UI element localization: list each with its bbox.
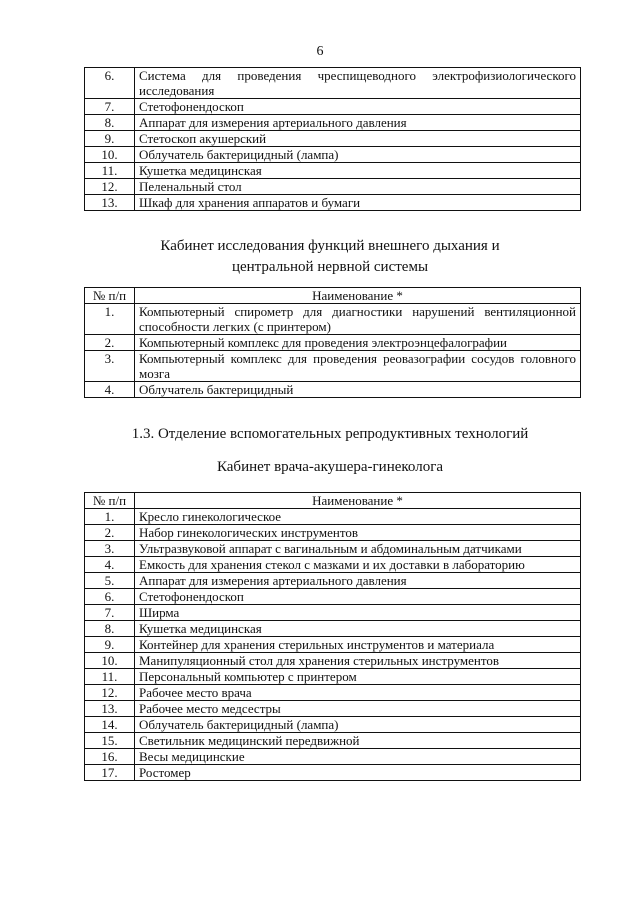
row-name: Манипуляционный стол для хранения стерильных инструментов [135,653,581,669]
row-number: 11. [85,669,135,685]
table-body [85,68,581,211]
section-heading-gynecologist: Кабинет врача-акушера-гинеколога [216,459,444,475]
row-name: Облучатель бактерицидный (лампа) [135,717,581,733]
row-number: 10. [85,147,135,163]
table-row [85,335,581,351]
table-row [85,717,581,733]
column-header-name: Наименование * [135,288,581,304]
table-row [85,351,581,382]
table-body [85,304,581,398]
row-number: 12. [85,685,135,701]
row-number: 16. [85,749,135,765]
page-number: 6 [316,44,324,59]
row-name: Контейнер для хранения стерильных инструментов и материала [135,637,581,653]
section-heading-reproductive: 1.3. Отделение вспомогательных репродуктивных технологий [131,426,529,442]
column-header-number: № п/п [85,288,135,304]
row-number: 10. [85,653,135,669]
table-row [85,701,581,717]
row-number: 6. [85,68,135,99]
table-row [85,573,581,589]
row-name: Кушетка медицинская [135,163,581,179]
row-name: Кушетка медицинская [135,621,581,637]
row-number: 3. [85,541,135,557]
table-row [85,669,581,685]
row-number: 8. [85,115,135,131]
row-name: Рабочее место медсестры [135,701,581,717]
row-name: Шкаф для хранения аппаратов и бумаги [135,195,581,211]
heading-line: центральной нервной системы [231,259,429,275]
equipment-table-gynecologist [84,492,581,781]
row-name: Стетоскоп акушерский [135,131,581,147]
row-name: Компьютерный комплекс для проведения электроэнцефалографии [135,335,581,351]
row-number: 1. [85,304,135,335]
equipment-table-continued [84,67,581,211]
row-name: Набор гинекологических инструментов [135,525,581,541]
table-row [85,541,581,557]
row-number: 9. [85,637,135,653]
table-row [85,589,581,605]
row-name: Аппарат для измерения артериального давления [135,573,581,589]
table-row [85,749,581,765]
row-name: Светильник медицинский передвижной [135,733,581,749]
row-name: Аппарат для измерения артериального давления [135,115,581,131]
row-number: 2. [85,525,135,541]
row-name: Рабочее место врача [135,685,581,701]
row-number: 4. [85,382,135,398]
row-number: 8. [85,621,135,637]
row-name: Компьютерный спирометр для диагностики нарушений вентиляционной способности легких (с принтером) [135,304,581,335]
row-name: Ростомер [135,765,581,781]
equipment-table-breathing [84,287,581,398]
row-number: 14. [85,717,135,733]
table-row [85,525,581,541]
row-number: 2. [85,335,135,351]
table-row [85,557,581,573]
row-number: 3. [85,351,135,382]
table-row [85,733,581,749]
table-row [85,621,581,637]
table-row [85,304,581,335]
row-name: Стетофонендоскоп [135,99,581,115]
row-name: Система для проведения чреспищеводного электрофизиологического исследования [135,68,581,99]
row-number: 11. [85,163,135,179]
table-row [85,765,581,781]
table-row [85,685,581,701]
row-name: Емкость для хранения стекол с мазками и их доставки в лабораторию [135,557,581,573]
row-name: Пеленальный стол [135,179,581,195]
section-heading-breathing [0,236,640,278]
row-number: 7. [85,99,135,115]
table-row [85,179,581,195]
row-name: Облучатель бактерицидный [135,382,581,398]
row-name: Весы медицинские [135,749,581,765]
table-row [85,382,581,398]
table-body [85,509,581,781]
column-header-number: № п/п [85,493,135,509]
row-name: Компьютерный комплекс для проведения реовазографии сосудов головного мозга [135,351,581,382]
column-header-name: Наименование * [135,493,581,509]
row-name: Ультразвуковой аппарат с вагинальным и абдоминальным датчиками [135,541,581,557]
table-row [85,99,581,115]
row-name: Кресло гинекологическое [135,509,581,525]
row-number: 15. [85,733,135,749]
row-name: Ширма [135,605,581,621]
row-number: 7. [85,605,135,621]
table-header-row [85,493,581,509]
row-number: 13. [85,701,135,717]
row-name: Облучатель бактерицидный (лампа) [135,147,581,163]
table-row [85,115,581,131]
heading-line: Кабинет исследования функций внешнего дыхания и [160,238,500,254]
table-row [85,653,581,669]
row-number: 13. [85,195,135,211]
table-row [85,195,581,211]
table-row [85,147,581,163]
row-number: 6. [85,589,135,605]
row-number: 4. [85,557,135,573]
row-number: 12. [85,179,135,195]
table-row [85,68,581,99]
row-name: Стетофонендоскоп [135,589,581,605]
table-header-row [85,288,581,304]
table-row [85,509,581,525]
row-number: 5. [85,573,135,589]
table-row [85,163,581,179]
table-row [85,637,581,653]
row-number: 9. [85,131,135,147]
row-name: Персональный компьютер с принтером [135,669,581,685]
row-number: 1. [85,509,135,525]
table-row [85,605,581,621]
table-row [85,131,581,147]
row-number: 17. [85,765,135,781]
